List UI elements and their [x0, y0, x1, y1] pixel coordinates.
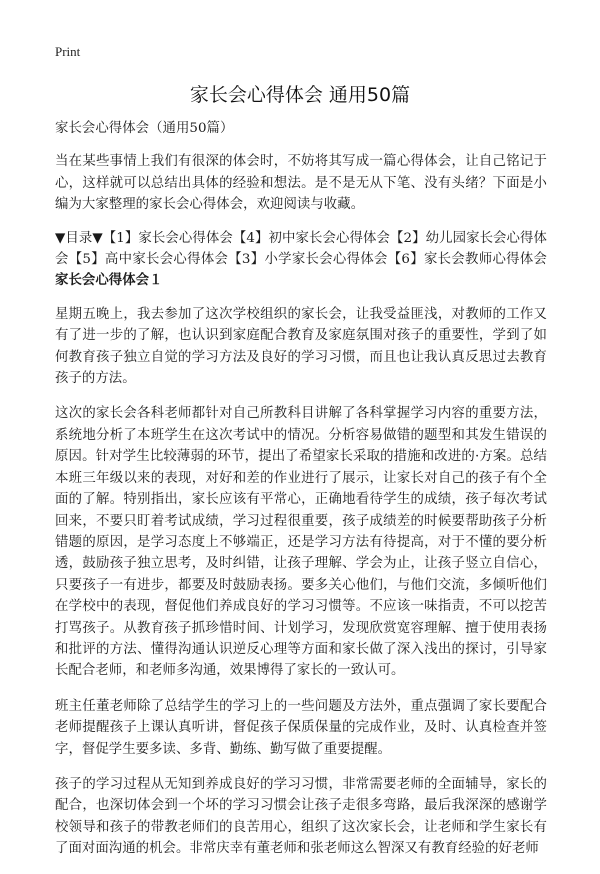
- toc-item-3[interactable]: 【3】小学家长会心得体会: [228, 252, 388, 268]
- toc-item-6[interactable]: 【6】家长会教师心得体会: [387, 252, 547, 268]
- section-heading: 家长会心得体会１: [55, 272, 163, 289]
- toc-item-4[interactable]: 【4】初中家长会心得体会: [232, 230, 390, 246]
- body-paragraph: 孩子的学习过程从无知到养成良好的学习习惯，非常需要老师的全面辅导，家长的配合，也深切体会到一个坏的学习习惯会让孩子走很多弯路，最后我深深的感谢学校领导和孩子的带教老师们的良苦用心，组织了这次家长会，让老师和学生家长有了面对面沟通的机会。非常庆幸有董老师和张老师这么智深又有教育经验的好老师: [55, 776, 547, 857]
- document-subtitle: 家长会心得体会（通用50篇）: [55, 121, 234, 136]
- body-paragraph: 班主任董老师除了总结学生的学习上的一些问题及方法外，重点强调了家长要配合老师提醒孩子上课认真听讲，督促孩子保质保量的完成作业，及时、认真检查并签字，督促学生要多读、多背、勤练、勤写做了重要提醒。: [55, 698, 547, 757]
- intro-paragraph: 当在某些事情上我们有很深的体会时，不妨将其写成一篇心得体会，让自己铭记于心，这样就可以总结出具体的经验和想法。是不是无从下笔、没有头绪？下面是小编为大家整理的家长会心得体会，欢迎阅读与收藏。: [55, 154, 547, 213]
- body-paragraph: 星期五晚上，我去参加了这次学校组织的家长会，让我受益匪浅，对教师的工作又有了进一步的了解，也认识到家庭配合教育及家庭氛围对孩子的重要性，学到了如何教育孩子独立自觉的学习方法及良好的学习习惯，而且也让我认真反思过去教育孩子的方法。: [55, 306, 547, 387]
- table-of-contents: [55, 228, 547, 292]
- document-body: [55, 118, 547, 874]
- print-link[interactable]: Print: [55, 44, 81, 59]
- toc-item-5[interactable]: 【5】高中家长会心得体会: [68, 252, 229, 268]
- toc-item-1[interactable]: 【1】家长会心得体会: [102, 230, 233, 246]
- body-paragraph: 这次的家长会各科老师都针对自己所教科目讲解了各科掌握学习内容的重要方法，系统地分析了本班学生在这次考试中的情况。分析容易做错的题型和其发生错误的原因。针对学生比较薄弱的环节，提出了希望家长采取的措施和改进的·方案。总结本班三年级以来的表现，对好和差的作业进行了展示，让家长对自己的孩子有个全面的了解。特别指出，家长应该有平常心，正确地看待学生的成绩，孩子每次考试回来，不要只盯着考试成绩，学习过程很重要，孩子成绩差的时候要帮助孩子分析错题的原因，是学习态度上不够端正，还是学习方法有待提高，对于不懂的要分析透，鼓励孩子独立思考，及时纠错，让孩子理解、学会为止，让孩子竖立自信心，只要孩子一有进步，都要及时鼓励表扬。要多关心他们，与他们交流，多倾听他们在学校中的表现，督促他们养成良好的学习习惯等。不应该一味指责，不可以挖苦打骂孩子。从教育孩子抓珍惜时间、计划学习，发现欣赏宽容理解、擅于使用表扬和批评的方法、懂得沟通认识逆反心理等方面和家长做了深入浅出的探讨，引导家长配合老师，和老师多沟通，效果博得了家长的一致认可。: [55, 406, 547, 679]
- toc-item-2[interactable]: 【2】幼儿园家长会心得体会: [55, 230, 547, 268]
- toc-prefix: ▼目录▼: [55, 230, 103, 246]
- document-title: 家长会心得体会 通用50篇: [189, 84, 411, 106]
